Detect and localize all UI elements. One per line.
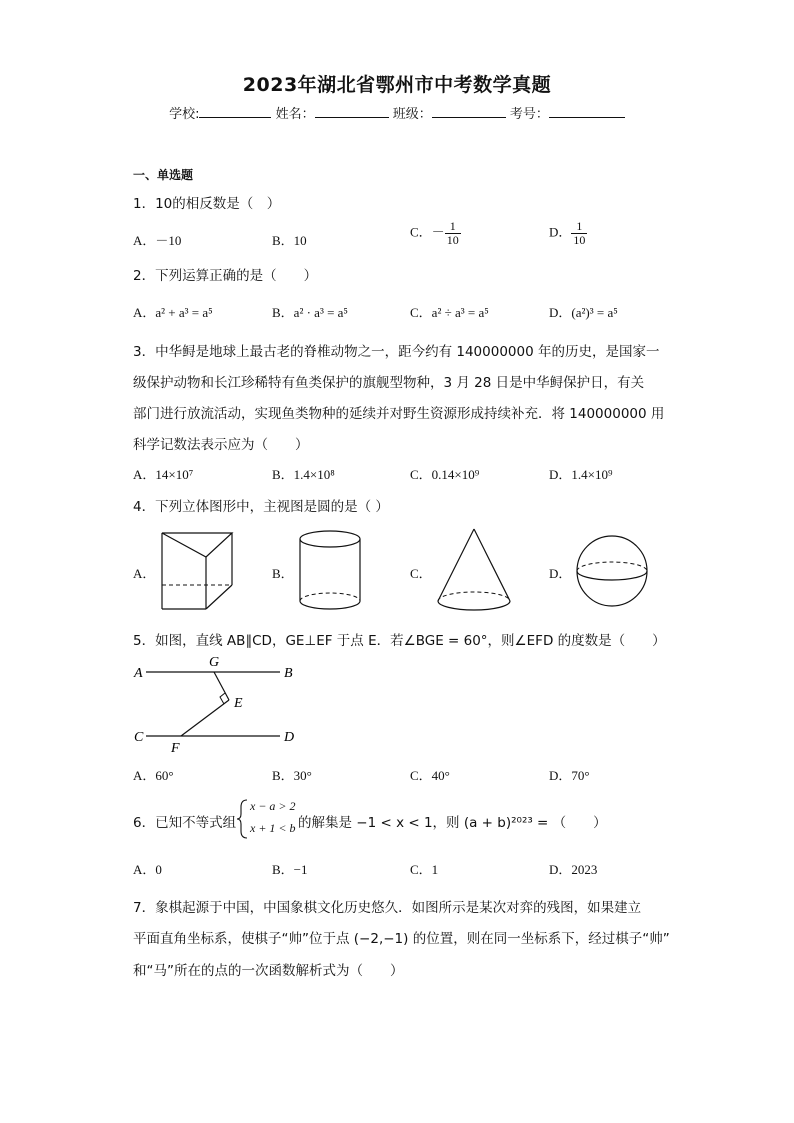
- class-blank[interactable]: [432, 105, 506, 118]
- q6-option-b[interactable]: B．−1: [272, 862, 308, 877]
- q6-stem-pre: 6．已知不等式组: [133, 815, 237, 831]
- system-brace-icon: [236, 798, 250, 840]
- parallel-lines-figure: [128, 652, 308, 756]
- label-a: A: [134, 666, 143, 681]
- q1-c-numerator: 1: [445, 220, 461, 234]
- q1-option-c-fraction: [445, 220, 461, 247]
- q7-line-3: 和“马”所在的点的一次函数解析式为（ ）: [133, 963, 404, 979]
- q3-option-d[interactable]: D．1.4×10⁹: [549, 467, 613, 482]
- q3-option-b[interactable]: B．1.4×10⁸: [272, 467, 335, 482]
- q1-option-d-fraction: [571, 220, 587, 247]
- page-title: 2023年湖北省鄂州市中考数学真题: [242, 74, 552, 96]
- label-e: E: [234, 696, 243, 711]
- cone-figure: [432, 525, 516, 615]
- q6-system-line-1: x − a > 2: [250, 799, 296, 813]
- q1-option-b[interactable]: B．10: [272, 233, 307, 248]
- q4-option-a[interactable]: A．: [133, 566, 156, 581]
- q2-option-b[interactable]: B．a² · a³ = a⁵: [272, 305, 348, 320]
- label-f: F: [171, 741, 180, 756]
- q1-option-d[interactable]: [549, 220, 587, 247]
- q5-option-c[interactable]: C．40°: [410, 768, 450, 783]
- q1-option-c-label: C．: [410, 224, 432, 240]
- q7-line-1: 7．象棋起源于中国，中国象棋文化历史悠久．如图所示是某次对弈的残图，如果建立: [133, 900, 642, 916]
- q3-option-a[interactable]: A．14×10⁷: [133, 467, 194, 482]
- q5-option-a[interactable]: A．60°: [133, 768, 174, 783]
- q1-d-denominator: 10: [573, 233, 586, 247]
- label-g: G: [209, 655, 220, 670]
- name-label: 姓名：: [275, 107, 315, 122]
- q1-option-c-sign: －: [431, 224, 445, 240]
- class-label: 班级：: [392, 107, 432, 122]
- q4-option-c[interactable]: C．: [410, 566, 432, 581]
- q2-option-c[interactable]: C．a² ÷ a³ = a⁵: [410, 305, 489, 320]
- q1-c-denominator: 10: [446, 233, 459, 247]
- q6-stem-post: 的解集是 −1 < x < 1，则 (a + b)²⁰²³ = （ ）: [298, 815, 607, 831]
- q2-option-d[interactable]: D．(a²)³ = a⁵: [549, 305, 618, 320]
- q4-option-b[interactable]: B．: [272, 566, 294, 581]
- school-label: 学校:: [169, 107, 200, 122]
- q5-option-d[interactable]: D．70°: [549, 768, 590, 783]
- school-blank[interactable]: [199, 105, 271, 118]
- q3-line-2: 级保护动物和长江珍稀特有鱼类保护的旗舰型物种，3 月 28 日是中华鲟保护日，有关: [133, 375, 645, 391]
- q7-line-2: 平面直角坐标系，使棋子“帅”位于点 (−2,−1) 的位置，则在同一坐标系下，经过棋子“帅”: [133, 931, 670, 947]
- student-info-line: [0, 103, 794, 122]
- q1-option-c[interactable]: [410, 220, 461, 247]
- q1-option-a[interactable]: A．－10: [133, 233, 182, 248]
- label-c: C: [134, 730, 144, 745]
- q4-stem: 4．下列立体图形中，主视图是圆的是（ ）: [133, 499, 389, 515]
- q3-line-4: 科学记数法表示应为（ ）: [133, 437, 309, 453]
- q5-option-b[interactable]: B．30°: [272, 768, 312, 783]
- triangular-prism-figure: [156, 527, 240, 615]
- q5-stem: 5．如图，直线 AB∥CD，GE⊥EF 于点 E．若∠BGE = 60°，则∠EFD 的度数是（ ）: [133, 633, 666, 649]
- q1-d-numerator: 1: [571, 220, 587, 234]
- q6-option-c[interactable]: C．1: [410, 862, 439, 877]
- q6-option-a[interactable]: A．0: [133, 862, 162, 877]
- section-title: 一、单选题: [133, 168, 194, 182]
- name-blank[interactable]: [315, 105, 389, 118]
- q6-system-line-2: x + 1 < b: [250, 821, 296, 835]
- q3-line-1: 3．中华鲟是地球上最古老的脊椎动物之一，距今约有 140000000 年的历史，是国家一: [133, 344, 660, 360]
- q2-option-a[interactable]: A．a² + a³ = a⁵: [133, 305, 213, 320]
- q4-option-d[interactable]: D．: [549, 566, 572, 581]
- q2-stem: 2．下列运算正确的是（ ）: [133, 268, 318, 284]
- exam-no-blank[interactable]: [549, 105, 625, 118]
- exam-no-label: 考号：: [509, 107, 549, 122]
- q3-option-c[interactable]: C．0.14×10⁹: [410, 467, 480, 482]
- q6-option-d[interactable]: D．2023: [549, 862, 598, 877]
- q3-line-3: 部门进行放流活动，实现鱼类物种的延续并对野生资源形成持续补充．将 140000000 用: [133, 406, 665, 422]
- label-b: B: [284, 666, 293, 681]
- q1-option-d-label: D．: [549, 224, 572, 240]
- cylinder-figure: [294, 527, 366, 615]
- sphere-figure: [572, 530, 652, 612]
- q1-stem: 1．10的相反数是（ ）: [133, 196, 281, 212]
- label-d: D: [284, 730, 295, 745]
